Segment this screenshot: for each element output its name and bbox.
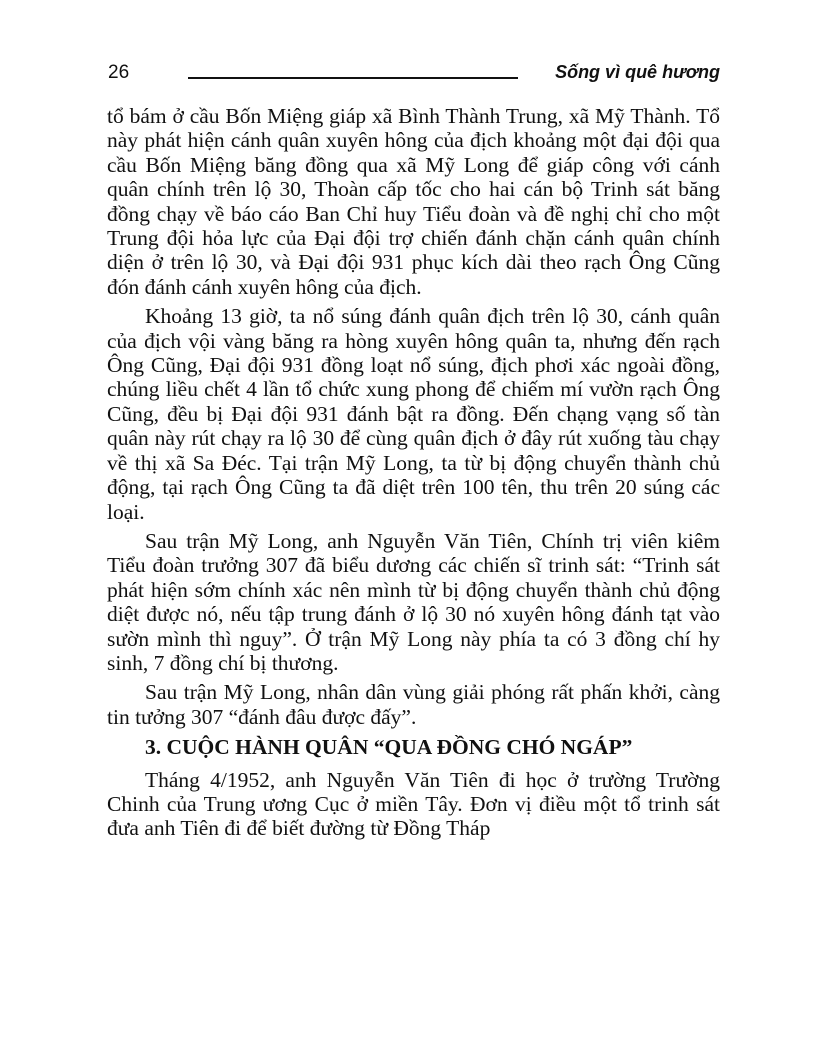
page-number: 26 [108, 62, 130, 83]
paragraph: Sau trận Mỹ Long, nhân dân vùng giải phóng rất phấn khởi, càng tin tưởng 307 “đánh đâu được đấy”. [107, 680, 720, 729]
body-text [107, 104, 720, 846]
paragraph: Tháng 4/1952, anh Nguyễn Văn Tiên đi học ở trường Trường Chinh của Trung ương Cục ở miền Tây. Đơn vị điều một tổ trinh sát đưa anh Tiên đi để biết đường từ Đồng Tháp [107, 767, 720, 841]
paragraph: Sau trận Mỹ Long, anh Nguyễn Văn Tiên, Chính trị viên kiêm Tiểu đoàn trưởng 307 đã biểu dương các chiến sĩ trinh sát: “Trinh sát phát hiện sớm chính xác nên mình từ bị động chuyển thành chủ động diệt được nó, nếu tập trung đánh ở lộ 30 nó xuyên hông đánh tạt vào sườn mình thì nguy”. Ở trận Mỹ Long này phía ta có 3 đồng chí hy sinh, 7 đồng chí bị thương. [107, 528, 720, 675]
paragraph: tổ bám ở cầu Bốn Miệng giáp xã Bình Thành Trung, xã Mỹ Thành. Tổ này phát hiện cánh quân xuyên hông của địch khoảng một đại đội qua cầu Bốn Miệng băng đồng qua xã Mỹ Long để giáp công với cánh quân chính trên lộ 30, Thoàn cấp tốc cho hai cán bộ Trinh sát băng đồng chạy về báo cáo Ban Chỉ huy Tiểu đoàn và đề nghị chỉ cho một Trung đội hỏa lực của Đại đội trợ chiến đánh chặn cánh quân chính diện ở trên lộ 30, và Đại đội 931 phục kích dài theo rạch Ông Cũng đón đánh cánh xuyên hông của địch. [107, 104, 720, 299]
running-title: Sống vì quê hương [555, 62, 720, 82]
page-header [108, 60, 720, 88]
section-heading: 3. CUỘC HÀNH QUÂN “QUA ĐỒNG CHÓ NGÁP” [145, 735, 633, 760]
header-rule [188, 77, 518, 79]
paragraph: Khoảng 13 giờ, ta nổ súng đánh quân địch trên lộ 30, cánh quân của địch vội vàng băng ra hòng xuyên hông quân ta, nhưng đến rạch Ông Cũng, Đại đội 931 đồng loạt nổ súng, địch phơi xác ngoài đồng, chúng liều chết 4 lần tổ chức xung phong để chiếm mí vườn rạch Ông Cũng, đều bị Đại đội 931 đánh bật ra đồng. Đến chạng vạng số tàn quân này rút chạy ra lộ 30 để cùng quân địch ở đây rút xuống tàu chạy về thị xã Sa Đéc. Tại trận Mỹ Long, ta từ bị động chuyển thành chủ động, tại rạch Ông Cũng ta đã diệt trên 100 tên, thu trên 20 súng các loại. [107, 304, 720, 524]
